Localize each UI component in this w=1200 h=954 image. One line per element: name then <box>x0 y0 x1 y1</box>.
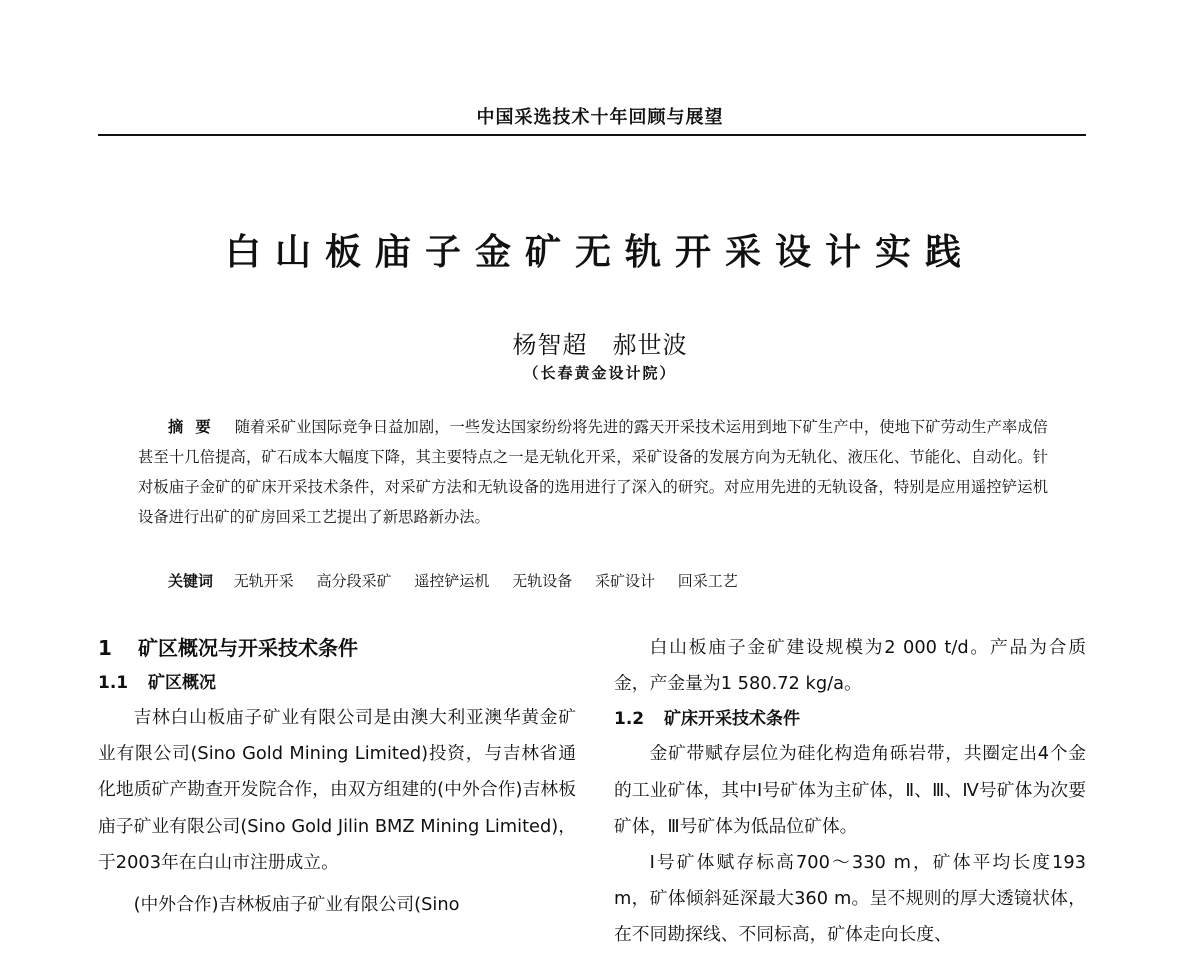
keyword: 无轨设备 <box>512 572 573 590</box>
abstract-text: 随着采矿业国际竞争日益加剧，一些发达国家纷纷将先进的露天开采技术运用到地下矿生产中，使地下矿劳动生产率成倍甚至十几倍提高，矿石成本大幅度下降，其主要特点之一是无轨化开采，采矿设备的发展方向为无轨化、液压化、节能化、自动化。针对板庙子金矿的矿床开采技术条件，对采矿方法和无轨设备的选用进行了深入的研究。对应用先进的无轨设备，特别是应用遥控铲运机设备进行出矿的矿房回采工艺提出了新思路新办法。 <box>138 418 1048 526</box>
paragraph: Ⅰ号矿体赋存标高700～330 m，矿体平均长度193 m，矿体倾斜延深最大360 m。呈不规则的厚大透镜状体，在不同勘探线、不同标高，矿体走向长度、 <box>614 852 1086 946</box>
section-title: 矿床开采技术条件 <box>664 709 800 730</box>
keyword: 采矿设计 <box>594 572 655 590</box>
paragraph: 白山板庙子金矿建设规模为2 000 t/d。产品为合质金，产金量为1 580.72 kg/a。 <box>614 637 1086 695</box>
abstract <box>138 412 1048 532</box>
article-title: 白山板庙子金矿无轨开采设计实践 <box>224 231 975 273</box>
section-heading-1-2 <box>614 702 1086 736</box>
keyword: 回采工艺 <box>677 572 738 590</box>
section-heading-1-1 <box>98 666 576 700</box>
affiliation: （长春黄金设计院） <box>523 364 677 382</box>
keyword: 高分段采矿 <box>316 572 392 590</box>
keywords-label: 关键词 <box>168 572 214 590</box>
keywords <box>168 570 1048 591</box>
section-number: 1 <box>98 636 112 660</box>
paragraph: 吉林白山板庙子矿业有限公司是由澳大利亚澳华黄金矿业有限公司(Sino Gold Mining Limited)投资，与吉林省通化地质矿产勘查开发院合作，由双方组建的(中外合作)吉林板庙子矿业有限公司(Sino Gold Jilin BMZ Mining Limited)，于2003年在白山市注册成立。 <box>98 707 576 873</box>
abstract-label: 摘要 <box>168 418 223 436</box>
section-number: 1.1 <box>98 673 129 693</box>
left-column <box>98 630 576 923</box>
keyword: 无轨开采 <box>233 572 294 590</box>
paragraph: (中外合作)吉林板庙子矿业有限公司(Sino <box>133 894 460 916</box>
right-column <box>614 630 1086 954</box>
section-number: 1.2 <box>614 709 645 730</box>
header-rule <box>98 134 1086 136</box>
running-head: 中国采选技术十年回顾与展望 <box>476 107 724 128</box>
paragraph: 金矿带赋存层位为硅化构造角砾岩带，共圈定出4个金的工业矿体，其中Ⅰ号矿体为主矿体，Ⅱ、Ⅲ、Ⅳ号矿体为次要矿体，Ⅲ号矿体为低品位矿体。 <box>614 743 1086 837</box>
section-title: 矿区概况 <box>148 673 216 693</box>
section-heading-1 <box>98 630 576 666</box>
keyword: 遥控铲运机 <box>414 572 490 590</box>
authors: 杨智超 郝世波 <box>512 331 688 359</box>
section-title: 矿区概况与开采技术条件 <box>138 636 358 660</box>
